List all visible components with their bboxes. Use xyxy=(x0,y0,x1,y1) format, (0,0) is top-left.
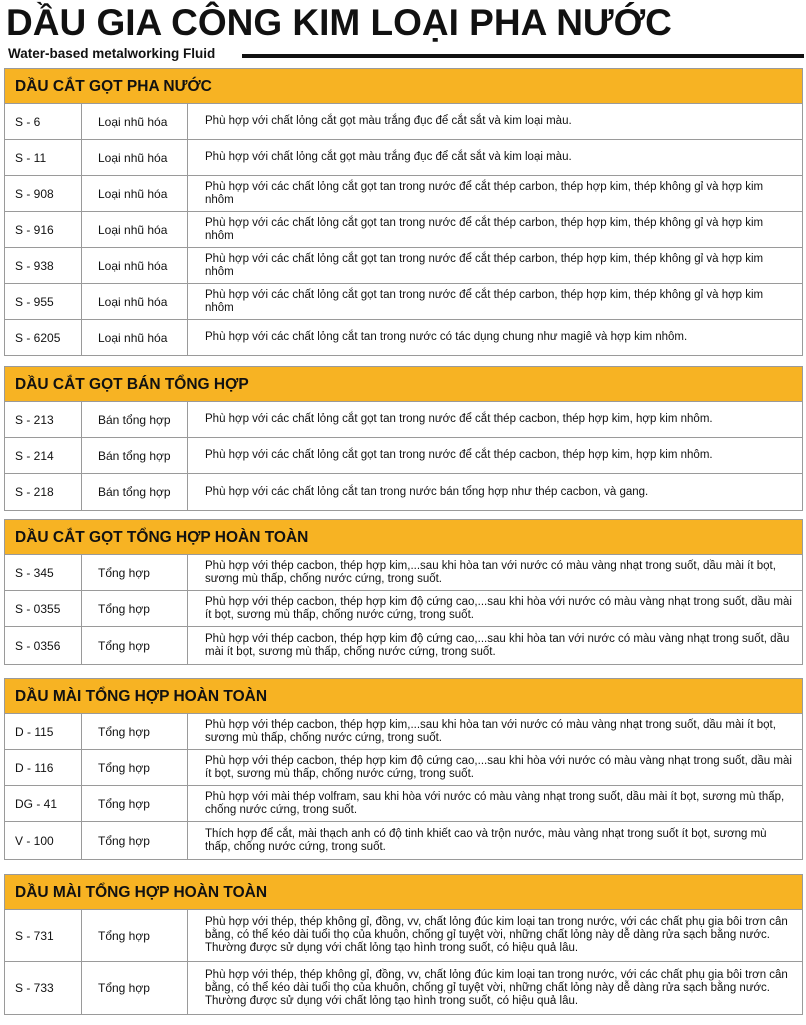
section-title: DẦU CẮT GỌT TỔNG HỢP HOÀN TOÀN xyxy=(5,520,802,555)
product-section xyxy=(4,366,803,511)
product-code: D - 115 xyxy=(5,714,82,749)
product-code: S - 0355 xyxy=(5,591,82,626)
product-description: Phù hợp với mài thép volfram, sau khi hòa với nước có màu vàng nhạt trong suốt, dầu mài ít bọt, sương mù thấp, chống nước cứng, trong suốt. xyxy=(205,790,785,816)
product-code: D - 116 xyxy=(5,750,82,785)
table-row xyxy=(5,104,802,140)
product-type: Bán tổng hợp xyxy=(82,474,188,510)
product-type: Tổng hợp xyxy=(82,714,188,749)
product-section xyxy=(4,519,803,665)
product-description: Phù hợp với các chất lỏng cắt gọt tan trong nước để cắt thép carbon, thép hợp kim, thép không gỉ và hợp kim nhôm xyxy=(205,216,764,242)
table-row xyxy=(5,212,802,248)
table-row xyxy=(5,320,802,355)
product-type: Tổng hợp xyxy=(82,591,188,626)
product-type: Loại nhũ hóa xyxy=(82,320,188,355)
product-type: Bán tổng hợp xyxy=(82,438,188,473)
product-description: Phù hợp với thép, thép không gỉ, đồng, vv, chất lỏng đúc kim loại tan trong nước, với các chất phụ gia bôi trơn cân bằng, có thể kéo dài tuổi thọ của khuôn, chống gỉ tuyệt vời, những chất lỏng này dễ dàng rửa sạch bằng nước. Thường được sử dụng với chất lỏng tạo hình trong suốt, có hiệu quả lâu. xyxy=(205,916,788,954)
product-code: S - 0356 xyxy=(5,627,82,664)
product-code: S - 214 xyxy=(5,438,82,473)
product-description: Phù hợp với thép cacbon, thép hợp kim,...sau khi hòa tan với nước có màu vàng nhạt trong suốt, dầu mài ít bọt, sương mù thấp, chống nước cứng, trong suốt. xyxy=(205,718,776,744)
product-code: S - 6 xyxy=(5,104,82,139)
product-code: S - 213 xyxy=(5,402,82,437)
table-row xyxy=(5,591,802,627)
product-description: Phù hợp với các chất lỏng cắt gọt tan trong nước để cắt thép cacbon, thép hợp kim, hợp kim nhôm. xyxy=(205,449,713,461)
product-section xyxy=(4,68,803,356)
product-description: Phù hợp với thép cacbon, thép hợp kim,...sau khi hòa tan với nước có màu vàng nhạt trong suốt, dầu mài ít bọt, sương mù thấp, chống nước cứng, trong suốt. xyxy=(205,559,776,585)
table-row xyxy=(5,962,802,1014)
product-type: Tổng hợp xyxy=(82,822,188,859)
product-type: Bán tổng hợp xyxy=(82,402,188,437)
product-description: Phù hợp với các chất lỏng cắt gọt tan trong nước để cắt thép carbon, thép hợp kim, thép không gỉ và hợp kim nhôm xyxy=(205,180,764,206)
product-section xyxy=(4,678,803,860)
product-code: S - 731 xyxy=(5,910,82,961)
section-title: DẦU MÀI TỔNG HỢP HOÀN TOÀN xyxy=(5,875,802,910)
product-code: S - 11 xyxy=(5,140,82,175)
product-code: S - 938 xyxy=(5,248,82,283)
table-row xyxy=(5,750,802,786)
table-row xyxy=(5,402,802,438)
product-code: DG - 41 xyxy=(5,786,82,821)
product-type: Loại nhũ hóa xyxy=(82,104,188,139)
product-type: Loại nhũ hóa xyxy=(82,176,188,211)
product-code: S - 955 xyxy=(5,284,82,319)
section-title: DẦU MÀI TỔNG HỢP HOÀN TOÀN xyxy=(5,679,802,714)
table-row xyxy=(5,248,802,284)
product-type: Loại nhũ hóa xyxy=(82,284,188,319)
product-description: Phù hợp với các chất lỏng cắt gọt tan trong nước để cắt thép carbon, thép hợp kim, thép không gỉ và hợp kim nhôm xyxy=(205,252,764,278)
product-description: Phù hợp với thép cacbon, thép hợp kim độ cứng cao,...sau khi hòa với nước có màu vàng nhạt trong suốt, dầu mài ít bọt, sương mù thấp, chống nước cứng, trong suốt. xyxy=(205,595,792,621)
product-type: Loại nhũ hóa xyxy=(82,212,188,247)
table-row xyxy=(5,474,802,510)
table-row xyxy=(5,627,802,664)
product-description: Phù hợp với chất lỏng cắt gọt màu trắng đục để cắt sắt và kim loại màu. xyxy=(205,151,572,163)
product-code: S - 733 xyxy=(5,962,82,1014)
product-code: S - 6205 xyxy=(5,320,82,355)
product-code: S - 916 xyxy=(5,212,82,247)
product-code: V - 100 xyxy=(5,822,82,859)
product-description: Phù hợp với thép cacbon, thép hợp kim độ cứng cao,...sau khi hòa với nước có màu vàng nhạt trong suốt, dầu mài ít bọt, sương mù thấp, chống nước cứng, trong suốt. xyxy=(205,754,792,780)
product-type: Tổng hợp xyxy=(82,910,188,961)
product-type: Tổng hợp xyxy=(82,627,188,664)
section-title: DẦU CẮT GỌT BÁN TỔNG HỢP xyxy=(5,367,802,402)
product-description: Thích hợp để cắt, mài thạch anh có độ tinh khiết cao và trộn nước, màu vàng nhạt trong suốt ít bọt, sương mù thấp, chống nước cứng, trong suốt. xyxy=(205,827,767,853)
product-type: Tổng hợp xyxy=(82,555,188,590)
table-row xyxy=(5,714,802,750)
product-code: S - 908 xyxy=(5,176,82,211)
table-row xyxy=(5,910,802,962)
table-row xyxy=(5,822,802,859)
table-row xyxy=(5,284,802,320)
product-section xyxy=(4,874,803,1015)
product-type: Loại nhũ hóa xyxy=(82,248,188,283)
table-row xyxy=(5,555,802,591)
product-description: Phù hợp với các chất lỏng cắt tan trong nước bán tổng hợp như thép cacbon, và gang. xyxy=(205,485,649,498)
product-type: Loại nhũ hóa xyxy=(82,140,188,175)
page-title: DẦU GIA CÔNG KIM LOẠI PHA NƯỚC xyxy=(6,2,672,43)
section-title: DẦU CẮT GỌT PHA NƯỚC xyxy=(5,69,802,104)
product-description: Phù hợp với thép, thép không gỉ, đồng, vv, chất lỏng đúc kim loại tan trong nước, với các chất phụ gia bôi trơn cân bằng, có thể kéo dài tuổi thọ của khuôn, chống gỉ tuyệt vời, những chất lỏng này dễ dàng rửa sạch bằng nước. Thường được sử dụng với chất lỏng tạo hình trong suốt, có hiệu quả lâu. xyxy=(205,968,788,1007)
product-description: Phù hợp với các chất lỏng cắt gọt tan trong nước để cắt thép cacbon, thép hợp kim, hợp kim nhôm. xyxy=(205,413,713,425)
product-description: Phù hợp với chất lỏng cắt gọt màu trắng đục để cắt sắt và kim loại màu. xyxy=(205,115,572,127)
table-row xyxy=(5,786,802,822)
product-type: Tổng hợp xyxy=(82,962,188,1014)
table-row xyxy=(5,140,802,176)
product-type: Tổng hợp xyxy=(82,750,188,785)
title-rule xyxy=(242,54,804,58)
page-subtitle: Water-based metalworking Fluid xyxy=(8,46,216,61)
product-description: Phù hợp với các chất lỏng cắt gọt tan trong nước để cắt thép carbon, thép hợp kim, thép không gỉ và hợp kim nhôm xyxy=(205,288,764,314)
table-row xyxy=(5,438,802,474)
product-description: Phù hợp với các chất lỏng cắt tan trong nước có tác dụng chung như magiê và hợp kim nhôm. xyxy=(205,331,688,343)
product-code: S - 218 xyxy=(5,474,82,510)
product-code: S - 345 xyxy=(5,555,82,590)
table-row xyxy=(5,176,802,212)
product-type: Tổng hợp xyxy=(82,786,188,821)
product-description: Phù hợp với thép cacbon, thép hợp kim độ cứng cao,...sau khi hòa tan với nước có màu vàng nhạt trong suốt, dầu mài ít bọt, sương mù thấp, chống nước cứng, trong suốt. xyxy=(205,632,790,658)
